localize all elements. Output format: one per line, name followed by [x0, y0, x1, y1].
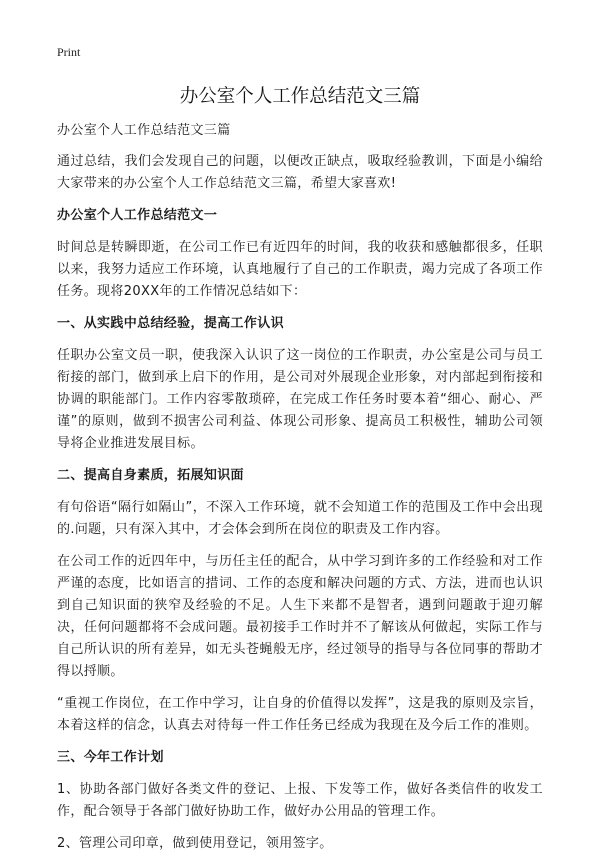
article-one-title: 办公室个人工作总结范文一 — [57, 208, 218, 223]
section-three-heading: 三、今年工作计划 — [57, 750, 164, 765]
plan-item-2: 2、管理公司印章，做到使用登记，领用签字。 — [57, 836, 333, 851]
section-two-heading: 二、提高自身素质，拓展知识面 — [57, 468, 244, 483]
print-label[interactable]: Print — [57, 45, 81, 59]
document-title: 办公室个人工作总结范文三篇 — [179, 86, 421, 107]
document-subtitle: 办公室个人工作总结范文三篇 — [57, 123, 231, 138]
section-one-heading: 一、从实践中总结经验，提高工作认识 — [57, 316, 284, 331]
article-one-intro: 时间总是转瞬即逝，在公司工作已有近四年的时间，我的收获和感触都很多，任职以来，我努力适应工作环境，认真地履行了自己的工作职责，竭力完成了各项工作任务。现将20XX年的工作情况总结如下： — [57, 240, 543, 299]
section-two-paragraph-2: 在公司工作的近四年中，与历任主任的配合，从中学习到许多的工作经验和对工作严谨的态度，比如语言的措词、工作的态度和解决问题的方式、方法，进而也认识到自己知识面的狭窄及经验的不足。人生下来都不是智者，遇到问题敢于迎刃解决，任何问题都将不会成问题。最初接手工作时并不了解该从何做起，实际工作与自己所认识的所有差异，如无头苍蝇般无序，经过领导的指导与各位同事的帮助才得以捋顺。 — [57, 554, 543, 679]
section-two-paragraph-1: 有句俗语“隔行如隔山”，不深入工作环境，就不会知道工作的范围及工作中会出现的.问题，只有深入其中，才会体会到所在岗位的职责及工作内容。 — [57, 500, 543, 537]
plan-item-1: 1、协助各部门做好各类文件的登记、上报、下发等工作，做好各类信件的收发工作，配合领导于各部门做好协助工作，做好办公用品的管理工作。 — [57, 782, 543, 819]
section-two-paragraph-3: “重视工作岗位，在工作中学习，让自身的价值得以发挥”，这是我的原则及宗旨，本着这样的信念，认真去对待每一件工作任务已经成为我现在及今后工作的准则。 — [57, 696, 543, 733]
section-one-paragraph: 任职办公室文员一职，使我深入认识了这一岗位的工作职责，办公室是公司与员工衔接的部门，做到承上启下的作用，是公司对外展现企业形象，对内部起到衔接和协调的职能部门。工作内容零散琐碎，在完成工作任务时要本着“细心、耐心、严谨”的原则，做到不损害公司利益、体现公司形象、提高员工积极性，辅助公司领导将企业推进发展目标。 — [57, 348, 543, 451]
document-body — [57, 120, 543, 865]
intro-paragraph: 通过总结，我们会发现自己的问题，以便改正缺点，吸取经验教训，下面是小编给大家带来的办公室个人工作总结范文三篇，希望大家喜欢! — [57, 154, 543, 191]
